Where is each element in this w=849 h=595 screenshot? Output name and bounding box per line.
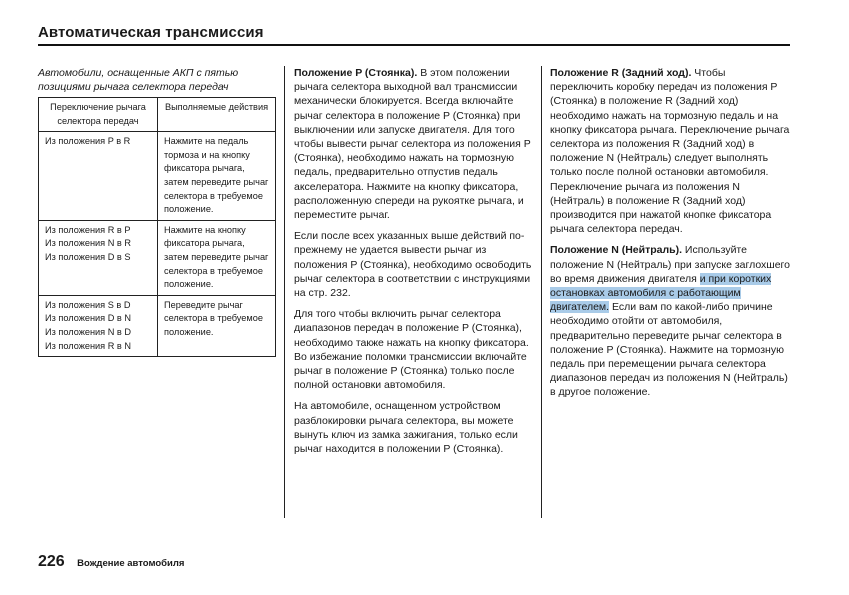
table-caption: Автомобили, оснащенные АКП с пятью позициями рычага селектора передач — [38, 67, 239, 93]
column-divider — [284, 66, 285, 518]
neutral-paragraph — [550, 243, 790, 399]
shift-line: Из положения D в N — [45, 313, 131, 324]
park-heading: Положение P (Стоянка). — [294, 67, 418, 79]
reverse-neutral-column — [550, 66, 790, 407]
table-header-row — [39, 98, 276, 132]
page-footer — [38, 553, 184, 571]
page-title: Автоматическая трансмиссия — [38, 24, 790, 46]
shift-cell — [39, 132, 158, 221]
shift-line: Из положения R в P — [45, 224, 131, 235]
shift-line: Из положения N в R — [45, 238, 131, 249]
selected-text-highlight[interactable]: и при коротких остановках автомобиля с работающим двигателем. — [550, 272, 772, 314]
shift-line: Из положения D в S — [45, 251, 131, 262]
table-row — [39, 132, 276, 221]
shift-line: Из положения R в N — [45, 340, 131, 351]
reverse-paragraph — [550, 66, 790, 236]
section-name: Вождение автомобиля — [77, 558, 185, 569]
table-row — [39, 220, 276, 295]
table-header-shift: Переключение рычага селектора передач — [39, 98, 158, 132]
key-interlock-paragraph: На автомобиле, оснащенном устройством разблокировки рычага селектора, вы можете вынуть ключ из замка зажигания, только если рычаг находится в положении P (Стоянка). — [294, 400, 518, 456]
shift-table — [38, 97, 276, 357]
park-paragraph — [294, 66, 532, 222]
shift-cell — [39, 220, 158, 295]
action-cell: Нажмите на педаль тормоза и на кнопку фиксатора рычага, затем переведите рычаг селектора в требуемое положение. — [158, 132, 276, 221]
neutral-text-b: Если вам по какой-либо причине необходимо отойти от автомобиля, предварительно переведите рычаг селектора в положение P (Стоянка). Нажмите на тормозную педаль при перемещении рычага селектора диапазонов передач из положения N (Нейтраль) в другое положение. — [550, 301, 788, 399]
shift-line: Из положения P в R — [45, 136, 131, 147]
action-cell: Нажмите на кнопку фиксатора рычага, затем переведите рычаг селектора в требуемое положение. — [158, 220, 276, 295]
shift-table-column — [38, 66, 280, 357]
page-number: 226 — [38, 553, 65, 570]
table-row — [39, 295, 276, 356]
engage-park-paragraph: Для того чтобы включить рычаг селектора диапазонов передач в положение P (Стоянка), необходимо также нажать на кнопку фиксатора. Во избежание поломки трансмиссии включайте рычаг в положение P (Стоянка) только после полной остановки автомобиля. — [294, 308, 529, 392]
action-cell: Переведите рычаг селектора в требуемое положение. — [158, 295, 276, 356]
neutral-text-a: Используйте положение N (Нейтраль) при запуске заглохшего во время движения двигателя — [550, 244, 790, 285]
reverse-heading: Положение R (Задний ход). — [550, 67, 692, 79]
park-text: В этом положении рычага селектора выходной вал трансмиссии механически блокируется. Всегда включайте рычаг селектора в положение P (Стоянка) при выключении или запуске двигателя. Для того чтобы вывести рычаг селектора из положения P (Стоянка), необходимо нажать на тормозную педаль, предварительно отпустив педаль акселератора. Нажмите на кнопку фиксатора, расположенную спереди на рукоятке рычага, и переместите рычаг. — [294, 67, 531, 222]
column-divider — [541, 66, 542, 518]
shift-line: Из положения S в D — [45, 299, 131, 310]
release-paragraph: Если после всех указанных выше действий по-прежнему не удается вывести рычаг из положения P (Стоянка), необходимо освободить рычаг селектора в соответствии с инструкциями на стр. 232. — [294, 230, 532, 300]
shift-line: Из положения N в D — [45, 326, 131, 337]
neutral-heading: Положение N (Нейтраль). — [550, 244, 683, 257]
table-header-action: Выполняемые действия — [158, 98, 276, 132]
park-position-column — [294, 66, 532, 463]
shift-cell — [39, 295, 158, 356]
reverse-text: Чтобы переключить коробку передач из положения P (Стоянка) в положение R (Задний ход) необходимо нажать на тормозную педаль и на кнопку фиксатора рычага. Переключение рычага селектора из положения R (Задний ход) в положение N (Нейтраль) следует выполнять только после полной остановки автомобиля. Переключение рычага из положения N (Нейтраль) в положение R (Задний ход) производится при нажатой кнопке фиксатора рычага селектора передач. — [550, 67, 790, 236]
